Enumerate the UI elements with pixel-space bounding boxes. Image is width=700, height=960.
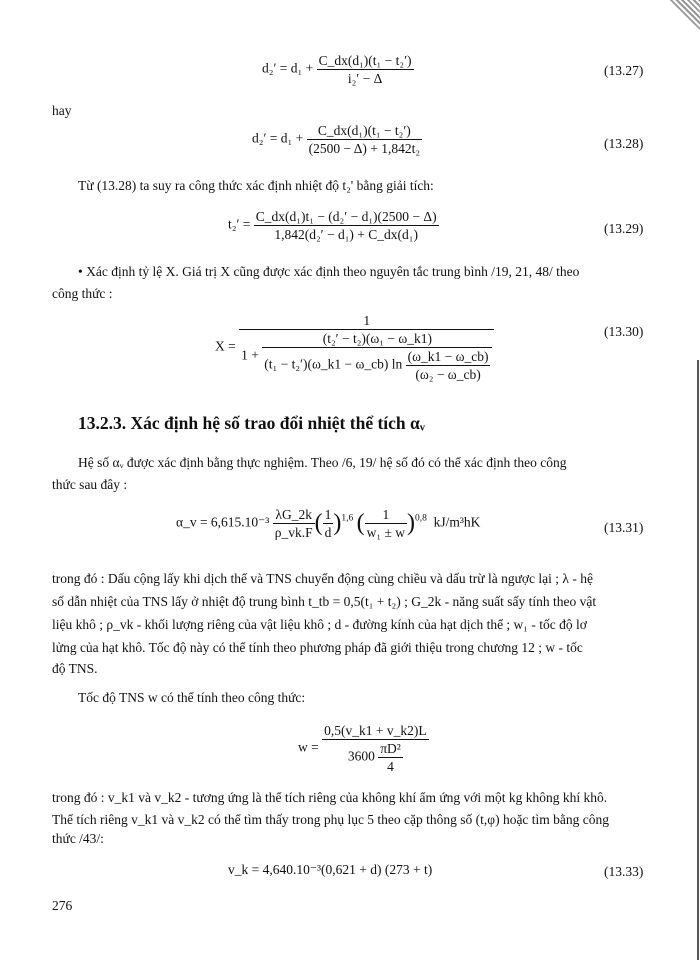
fraction xyxy=(322,722,428,775)
equation-number: (13.31) xyxy=(604,520,644,535)
equation-number: (13.33) xyxy=(604,864,644,879)
numerator: 1 xyxy=(365,506,407,524)
paragraph: thức /43/: xyxy=(52,831,104,846)
inner-numerator: (t₂′ − t₂)(ω₁ − ω_k1) xyxy=(262,330,492,348)
den-prefix: 3600 xyxy=(347,748,375,764)
paren-open: ( xyxy=(356,510,365,536)
eq-lhs: X = xyxy=(215,338,240,354)
paragraph: thức sau đây : xyxy=(52,477,128,492)
fraction xyxy=(365,506,407,541)
ln-numerator: (ω_k1 − ω_cb) xyxy=(407,349,489,364)
fraction xyxy=(317,52,414,87)
numerator: C_dx(d₁)(t₁ − t₂′) xyxy=(307,122,423,140)
eq-lhs: d₂′ = d₁ + xyxy=(252,130,307,146)
denominator: i₂′ − Δ xyxy=(347,71,383,86)
denominator: d xyxy=(324,525,332,540)
numerator: C_dx(d₁)t₁ − (d₂′ − d₁)(2500 − Δ) xyxy=(255,209,437,224)
paragraph: trong đó : v_k1 và v_k2 - tương ứng là thể tích riêng của không khí ẩm ứng với một kg không khí khô. xyxy=(52,790,608,805)
inner-den-prefix: (t₁ − t₂′)(ω_k1 − ω_cb) ln xyxy=(264,356,406,372)
equation-13-29 xyxy=(228,208,439,243)
equation-13-33: v_k = 4,640.10⁻³(0,621 + d) (273 + t) xyxy=(228,862,433,877)
fraction xyxy=(239,312,494,383)
paren-close: ) xyxy=(333,510,342,536)
eq-lhs: w = xyxy=(298,739,323,755)
paragraph: Hệ số αᵥ được xác định bằng thực nghiệm. Theo /6, 19/ hệ số đó có thể xác định theo công xyxy=(78,455,567,470)
exponent: 0,8 xyxy=(415,513,427,524)
eq-lhs: d₂′ = d₁ + xyxy=(262,60,317,76)
paragraph: trong đó : Dấu cộng lấy khi dịch thể và TNS chuyển động cùng chiều và dấu trừ là ngược lại ; λ - hệ xyxy=(52,571,593,586)
paren-close: ) xyxy=(407,510,415,536)
equation-13-30 xyxy=(215,312,494,383)
paren-open: ( xyxy=(314,510,323,536)
numerator: 1 xyxy=(239,312,494,330)
numerator: 1 xyxy=(324,507,332,522)
paragraph: Từ (13.28) ta suy ra công thức xác định nhiệt độ t₂' bằng giải tích: xyxy=(78,178,434,193)
paragraph: Tốc độ TNS w có thể tính theo công thức: xyxy=(78,690,306,705)
eq-lhs: t₂′ = xyxy=(228,216,254,232)
numerator: C_dx(d₁)(t₁ − t₂′) xyxy=(318,53,412,68)
paragraph: độ TNS. xyxy=(52,661,98,676)
inner-denominator xyxy=(262,348,492,383)
paragraph: lửng của hạt khô. Tốc độ này có thể tính theo phương pháp đã giới thiệu trong chương 12 ; w - tốc xyxy=(52,640,583,655)
ln-fraction xyxy=(406,348,491,383)
fraction xyxy=(323,506,334,541)
equation-number: (13.29) xyxy=(604,221,644,236)
exponent: 1,6 xyxy=(341,513,354,524)
inner-numerator: πD² xyxy=(380,741,401,756)
equation-number: (13.28) xyxy=(604,136,644,151)
equation-13-27 xyxy=(262,52,414,87)
denominator xyxy=(239,330,494,383)
den-prefix: 1 + xyxy=(241,347,263,363)
equation-13-28 xyxy=(252,122,422,157)
text-hay: hay xyxy=(52,103,72,118)
equation-w xyxy=(298,722,429,775)
section-heading: 13.2.3. Xác định hệ số trao đổi nhiệt thể tích αᵥ xyxy=(78,413,426,433)
eq-lhs: α_v = 6,615.10⁻³ xyxy=(176,514,270,530)
denominator: w₁ ± w xyxy=(366,525,405,540)
paragraph: công thức : xyxy=(52,286,113,301)
denominator xyxy=(322,740,428,775)
fraction xyxy=(254,208,439,243)
paragraph: • Xác định tỷ lệ X. Giá trị X cũng được xác định theo nguyên tắc trung bình /19, 21, 48/ theo xyxy=(78,264,580,279)
denominator: 1,842(d₂′ − d₁) + C_dx(d₁) xyxy=(274,227,418,242)
paragraph: liệu khô ; ρ_vk - khối lượng riêng của vật liệu khô ; d - đường kính của hạt dịch thể ; w₁ - tốc độ lơ xyxy=(52,617,587,632)
paragraph: Thể tích riêng v_k1 và v_k2 có thể tìm thấy trong phụ lục 5 theo cặp thông số (t,φ) hoặc tìm bằng công xyxy=(52,812,610,827)
corner-stamp xyxy=(660,0,700,30)
scan-edge-line xyxy=(697,360,699,960)
numerator: 0,5(v_k1 + v_k2)L xyxy=(324,723,427,738)
ln-denominator: (ω₂ − ω_cb) xyxy=(415,367,481,382)
paragraph: số dẫn nhiệt của TNS lấy ở nhiệt độ trung bình t_tb = 0,5(t₁ + t₂) ; G_2k - năng suất sấy tính theo vật xyxy=(52,594,597,609)
equation-number: (13.30) xyxy=(604,324,644,339)
numerator: λG_2k xyxy=(273,506,315,524)
inner-denominator: 4 xyxy=(387,759,394,774)
equation-number: (13.27) xyxy=(604,63,644,78)
denominator: (2500 − Δ) + 1,842t₂ xyxy=(308,141,421,156)
fraction xyxy=(273,506,315,541)
denominator: ρ_vk.F xyxy=(274,525,313,540)
fraction xyxy=(307,122,423,157)
equation-13-31 xyxy=(176,506,480,541)
unit: kJ/m³hK xyxy=(433,514,481,530)
page-number: 276 xyxy=(52,898,73,913)
inner-fraction xyxy=(378,740,403,775)
inner-fraction xyxy=(262,330,492,383)
